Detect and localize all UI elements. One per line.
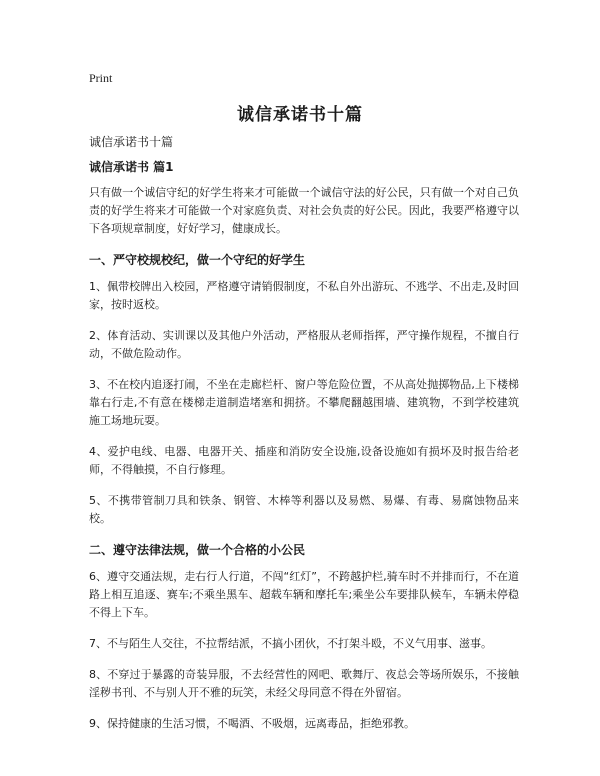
- intro-paragraph: 只有做一个诚信守纪的好学生将来才可能做一个诚信守法的好公民，只有做一个对自己负责的好学生将来才可能做一个对家庭负责、对社会负责的好公民。因此，我要严格遵守以下各项规章制度，好好学习，健康成长。: [89, 186, 519, 235]
- list-item: 5、不携带管制刀具和铁条、钢管、木棒等利器以及易燃、易爆、有毒、易腐蚀物品来校。: [89, 494, 519, 525]
- list-item: 4、爱护电线、电器、电器开关、插座和消防安全设施,设备设施如有损坏及时报告给老师，不得触摸，不自行修理。: [89, 445, 519, 476]
- document-title: 诚信承诺书十篇: [237, 105, 363, 125]
- print-link[interactable]: Print: [89, 71, 113, 85]
- list-item: 7、不与陌生人交往，不拉帮结派，不搞小团伙，不打架斗殴，不义气用事、滋事。: [89, 637, 492, 650]
- document-body: [89, 158, 519, 746]
- chapter-title: 诚信承诺书 篇1: [89, 160, 174, 174]
- list-item: 8、不穿过于暴露的奇装异服，不去经营性的网吧、歌舞厅、夜总会等场所娱乐，不接触淫秽书刊、不与别人开不雅的玩笑，未经父母同意不得在外留宿。: [89, 668, 519, 699]
- list-item: 2、体育活动、实训课以及其他户外活动，严格服从老师指挥，严守操作规程，不擅自行动，不做危险动作。: [89, 329, 519, 360]
- list-item: 9、保持健康的生活习惯，不喝酒、不吸烟，远离毒品，拒绝邪教。: [89, 717, 415, 730]
- list-item: 6、遵守交通法规，走右行人行道，不闯“红灯”，不跨越护栏,骑车时不并排而行，不在道路上相互追逐、赛车;不乘坐黑车、超载车辆和摩托车;乘坐公车要排队候车，车辆未停稳不得上下车。: [89, 570, 519, 619]
- list-item: 3、不在校内追逐打闹，不坐在走廊栏杆、窗户等危险位置，不从高处抛掷物品,上下楼梯靠右行走,不有意在楼梯走道制造堵塞和拥挤。不攀爬翻越围墙、建筑物，不到学校建筑施工场地玩耍。: [89, 378, 519, 427]
- section-heading-2: 二、遵守法律法规，做一个合格的小公民: [89, 543, 306, 557]
- section-heading-1: 一、严守校规校纪，做一个守纪的好学生: [89, 253, 306, 267]
- list-item: 1、佩带校牌出入校园，严格遵守请销假制度，不私自外出游玩、不逃学、不出走,及时回家，按时返校。: [89, 280, 519, 311]
- document-subtitle: 诚信承诺书十篇: [89, 135, 174, 149]
